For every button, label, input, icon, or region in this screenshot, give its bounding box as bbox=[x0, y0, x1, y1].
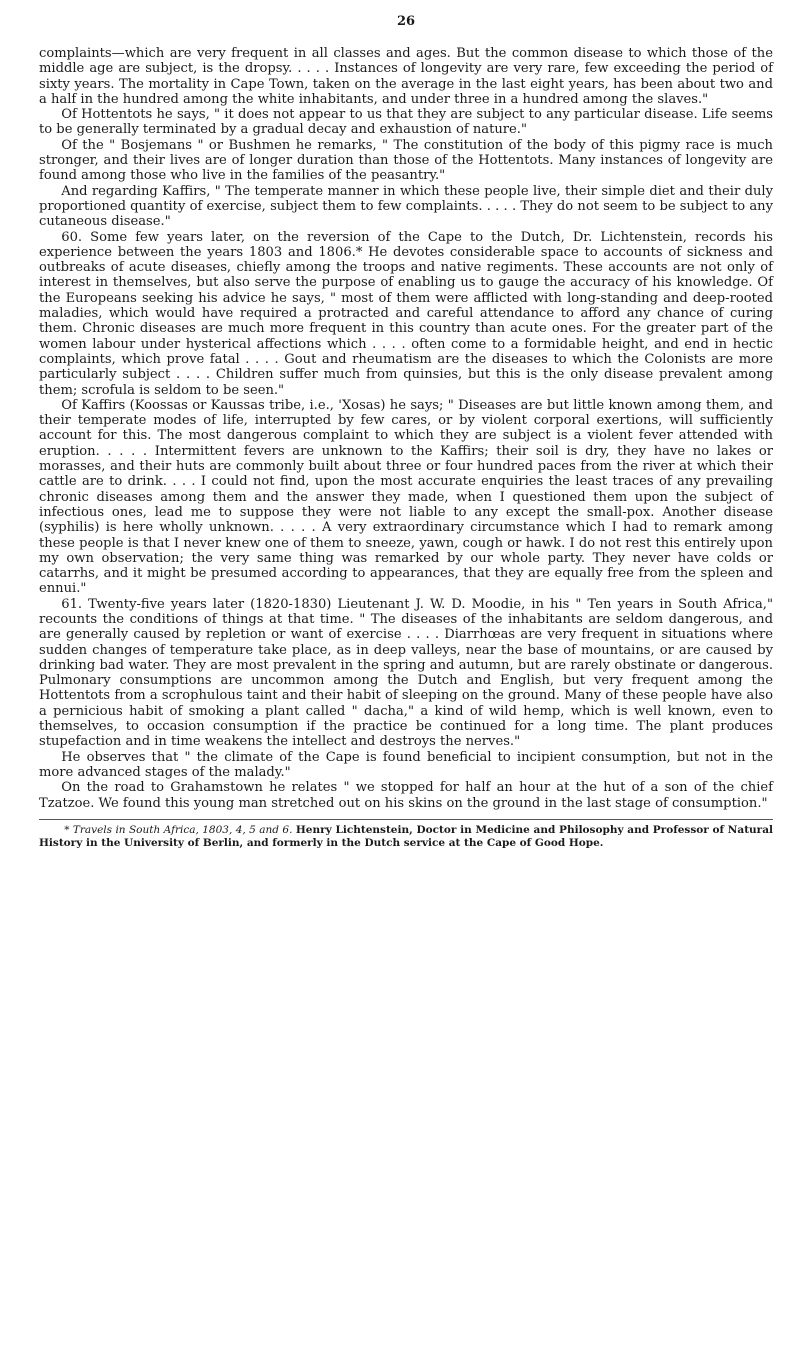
body-text bbox=[39, 46, 773, 811]
paragraph-grahamstown: On the road to Grahamstown he relates " we stopped for half an hour at the hut of a son of the chief Tzatzoe. We found this young man stretched out on his skins on the ground in the last stage of consumption." bbox=[39, 780, 773, 811]
paragraph-bosjemans: Of the " Bosjemans " or Bushmen he remarks, " The constitution of the body of this pigmy race is much stronger, and their lives are of longer duration than those of the Hottentots. Many instances of longevity are found among those who live in the families of the peasantry." bbox=[39, 137, 773, 184]
paragraph-kaffirs: And regarding Kaffirs, " The temperate manner in which these people live, their simple diet and their duly proportioned quantity of exercise, subject them to few complaints. . . . . They do not seem to be subject to any cutaneous disease." bbox=[39, 183, 773, 230]
footnote-text: Henry Lichtenstein, Doctor in Medicine and Philosophy and Professor of Natural History in the University of Berlin, and formerly in the Dutch service at the Cape of Good Hope. bbox=[39, 823, 773, 849]
footnote-title: Travels in South Africa, 1803, 4, 5 and 6. bbox=[72, 823, 293, 836]
footnote-marker: * bbox=[64, 823, 70, 836]
page-number: 26 bbox=[396, 14, 416, 29]
paragraph-continuation: complaints—which are very frequent in all classes and ages. But the common disease to which those of the middle age are subject, is the dropsy. . . . . Instances of longevity are very rare, few exceeding the period of sixty years. The mortality in Cape Town, taken on the average in the last eight years, has been about two and a half in the hundred among the white inhabitants, and under three in a hundred among the slaves." bbox=[39, 46, 773, 107]
paragraph-section-60: 60. Some few years later, on the reversion of the Cape to the Dutch, Dr. Lichtenstein, records his experience between the years 1803 and 1806.* He devotes considerable space to accounts of sickness and outbreaks of acute diseases, chiefly among the troops and native regiments. These accounts are not only of interest in themselves, but also serve the purpose of enabling us to gauge the accuracy of his knowledge. Of the Europeans seeking his advice he says, " most of them were afflicted with long-standing and deep-rooted maladies, which would have required a protracted and careful attendance to afford any chance of curing them. Chronic diseases are much more frequent in this country than acute ones. For the greater part of the women labour under hysterical affections which . . . . often come to a formidable height, and end in hectic complaints, which prove fatal . . . . Gout and rheumatism are the diseases to which the Colonists are more particularly subject . . . . Children suffer much from quinsies, but this is the only disease prevalent among them; scrofula is seldom to be seen." bbox=[39, 229, 773, 398]
paragraph-climate: He observes that " the climate of the Cape is found beneficial to incipient consumption, but not in the more advanced stages of the malady." bbox=[39, 749, 773, 780]
footnote bbox=[39, 824, 773, 850]
paragraph-section-61: 61. Twenty-five years later (1820-1830) Lieutenant J. W. D. Moodie, in his " Ten years in South Africa," recounts the conditions of things at that time. " The diseases of the inhabitants are seldom dangerous, and are generally caused by repletion or want of exercise . . . . Diarrhœas are very frequent in situations where sudden changes of temperature take place, as in deep valleys, near the base of mountains, or are caused by drinking bad water. They are most prevalent in the spring and autumn, but are rarely obstinate or dangerous. Pulmonary consumptions are uncommon among the Dutch and English, but very frequent among the Hottentots from a scrophulous taint and their habit of sleeping on the ground. Many of these people have also a pernicious habit of smoking a plant called " dacha," a kind of wild hemp, which is well known, even to themselves, to occasion consumption if the practice be continued for a long time. The plant produces stupefaction and in time weakens the intellect and destroys the nerves." bbox=[39, 596, 773, 750]
paragraph-hottentots: Of Hottentots he says, " it does not appear to us that they are subject to any particular disease. Life seems to be generally terminated by a gradual decay and exhaustion of nature." bbox=[39, 107, 773, 138]
footnote-divider bbox=[39, 819, 773, 820]
paragraph-koossas: Of Kaffirs (Koossas or Kaussas tribe, i.e., 'Xosas) he says; " Diseases are but little known among them, and their temperate modes of life, interrupted by few cares, or by violent corporal exertions, will sufficiently account for this. The most dangerous complaint to which they are subject is a violent fever attended with eruption. . . . . Intermittent fevers are unknown to the Kaffirs; their soil is dry, they have no lakes or morasses, and their huts are commonly built about three or four hundred paces from the river at which their cattle are to drink. . . . I could not find, upon the most accurate enquiries the least traces of any prevailing chronic diseases among them and the answer they made, when I questioned them upon the subject of infectious ones, lead me to suppose they were not liable to any except the small-pox. Another disease (syphilis) is here wholly unknown. . . . . A very extraordinary circumstance which I had to remark among these people is that I never knew one of them to sneeze, yawn, cough or hawk. I do not rest this entirely upon my own observation; the very same thing was remarked by our whole party. They never have colds or catarrhs, and it might be presumed according to appearances, that they are equally free from the spleen and ennui." bbox=[39, 397, 773, 597]
